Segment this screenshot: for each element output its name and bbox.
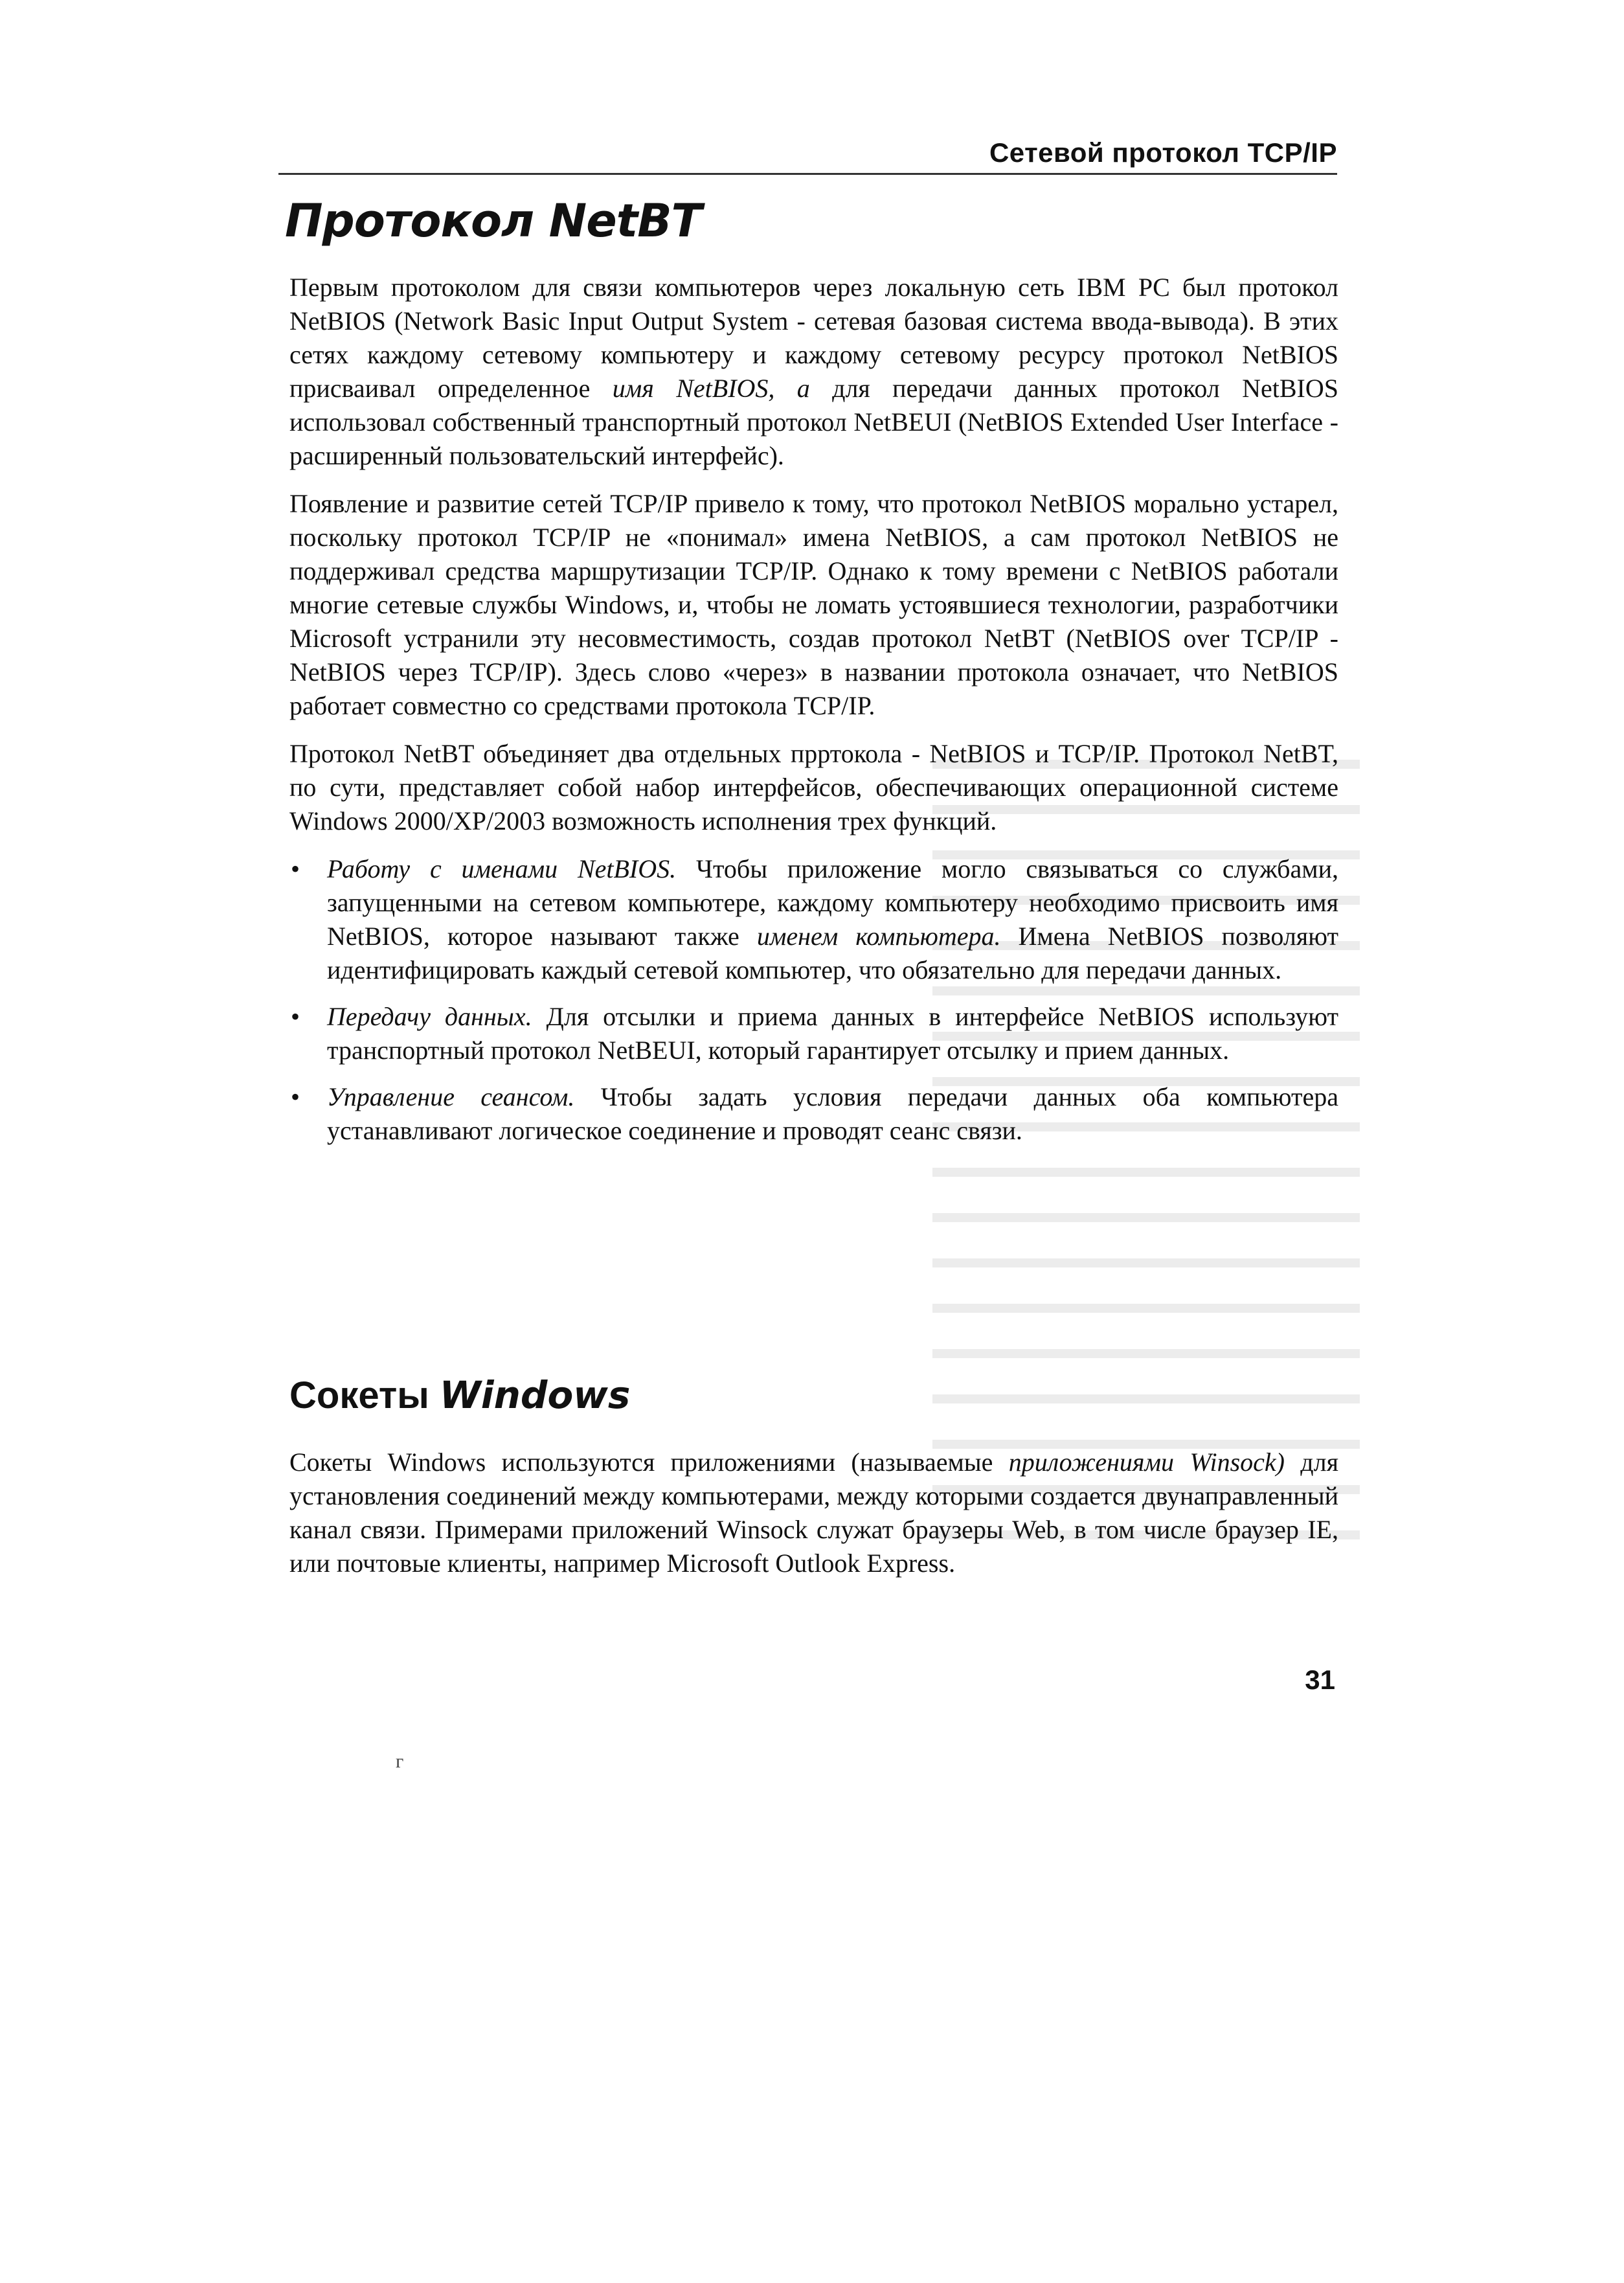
section-heading-sockets: Сокеты Windows [289,1373,631,1417]
list-item: • Передачу данных. Для отсылки и приема данных в интерфейсе NetBIOS используют транспортный протокол NetBEUI, который гарантирует отсылку и прием данных. [289,1000,1338,1067]
scan-artifact: г [396,1751,404,1772]
paragraph-intro: Первым протоколом для связи компьютеров через локальную сеть IBM PC был протокол NetBIOS (Network Basic Input Output System - сетевая базовая система ввода-вывода). В этих сетях каждому сетевому компьютеру и каждому сетевому ресурсу протокол NetBIOS присваивал определенное имя NetBIOS, а для передачи данных протокол NetBIOS использовал собственный транспортный протокол NetBEUI (NetBIOS Extended User Interface - расширенный пользовательский интерфейс). [289,273,1338,470]
bullet-icon: • [291,1002,300,1031]
bullet-icon: • [291,1082,300,1111]
list-item: • Работу с именами NetBIOS. Чтобы приложение могло связываться со службами, запущенными на сетевом компьютере, каждому компьютеру необходимо присвоить имя NetBIOS, которое называют также именем компьютера. Имена NetBIOS позволяют идентифицировать каждый сетевой компьютер, что обязательно для передачи данных. [289,852,1338,987]
list-item: • Управление сеансом. Чтобы задать условия передачи данных оба компьютера устанавливают логическое соединение и проводят сеанс связи. [289,1080,1338,1148]
paragraph-sockets: Сокеты Windows используются приложениями (называемые приложениями Winsock) для установления соединений между компьютерами, между которыми создается двунаправленный канал связи. Примерами приложений Winsock служат браузеры Web, в том числе браузер IE, или почтовые клиенты, например Microsoft Outlook Express. [289,1448,1339,1578]
page-number: 31 [1305,1664,1335,1695]
bullet-icon: • [291,854,300,883]
section-netbt-body [289,271,1338,1161]
paragraph-history: Появление и развитие сетей TCP/IP привело к тому, что протокол NetBIOS морально устарел, поскольку протокол TCP/IP не «понимал» имена NetBIOS, а сам протокол NetBIOS не поддерживал средства маршрутизации TCP/IP. Однако к тому времени с NetBIOS работали многие сетевые службы Windows, и, чтобы не ломать устоявшиеся технологии, разработчики Microsoft устранили эту несовместимость, создав протокол NetBT (NetBIOS over TCP/IP - NetBIOS через TCP/IP). Здесь слово «через» в названии протокола означает, что NetBIOS работает совместно со средствами протокола TCP/IP. [289,489,1338,720]
header-rule [278,173,1337,175]
paragraph-functions: Протокол NetBT объединяет два отдельных прртокола - NetBIOS и TCP/IP. Протокол NetBT, по сути, представляет собой набор интерфейсов, обеспечивающих операционной системе Windows 2000/XP/2003 возможность исполнения трех функций. [289,739,1338,835]
running-header: Сетевой протокол TCP/IP [989,137,1337,168]
section-heading-netbt: Протокол NetBT [285,194,702,247]
